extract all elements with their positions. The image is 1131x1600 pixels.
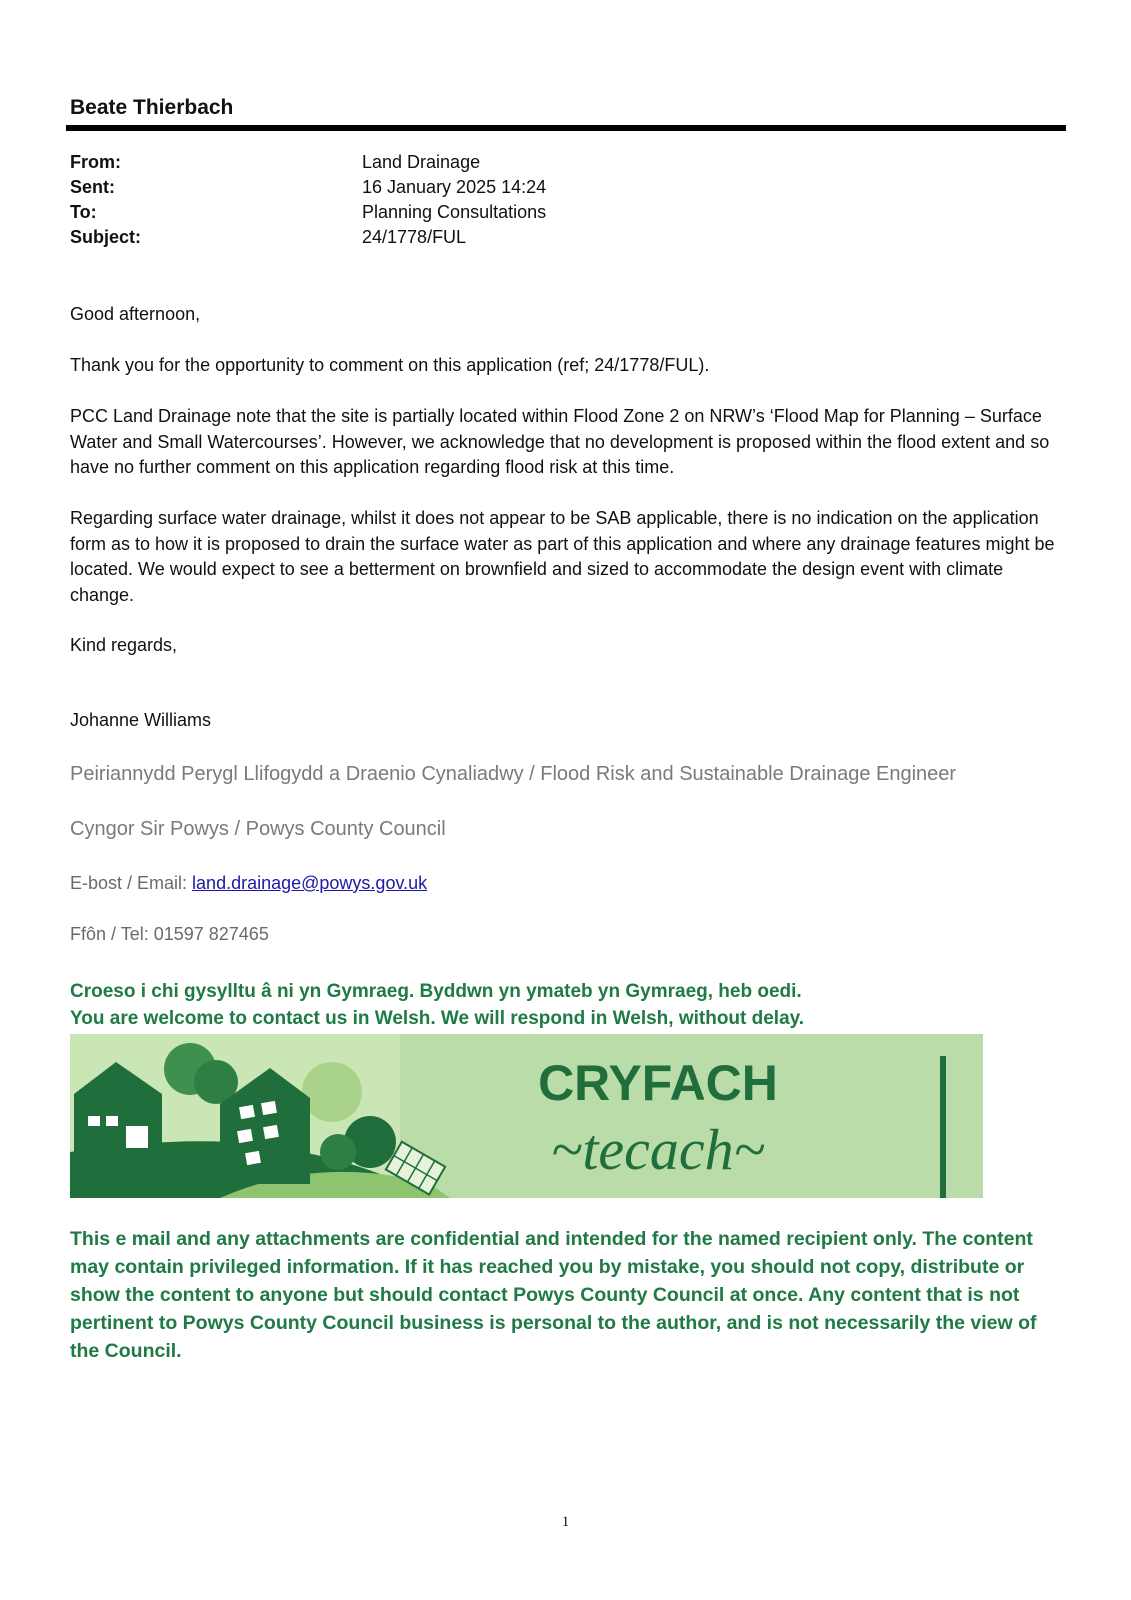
- header-from-label: From:: [70, 152, 121, 172]
- banner-graphic: [70, 1034, 983, 1198]
- page-number: 1: [561, 1514, 570, 1530]
- signature-telephone: Ffôn / Tel: 01597 827465: [70, 924, 269, 944]
- header-sent-label: Sent:: [70, 177, 115, 197]
- welsh-language-notice: [70, 978, 1070, 1032]
- owner-divider: [66, 125, 1066, 131]
- signature-name: Johanne Williams: [70, 710, 212, 730]
- header-to-value: Planning Consultations: [362, 202, 547, 222]
- greeting: Good afternoon,: [70, 304, 201, 324]
- banner-divider: [940, 1056, 946, 1198]
- body-paragraph-1: Thank you for the opportunity to comment on this application (ref; 24/1778/FUL).: [70, 355, 710, 375]
- document-owner: Beate Thierbach: [70, 96, 234, 119]
- email-label: E-bost / Email:: [70, 873, 193, 893]
- signature-email-line: [70, 873, 427, 894]
- header-sent-value: 16 January 2025 14:24: [362, 177, 547, 197]
- signoff: Kind regards,: [70, 635, 178, 655]
- signature-organisation: Cyngor Sir Powys / Powys County Council: [70, 818, 446, 840]
- signature-role: Peiriannydd Perygl Llifogydd a Draenio Cynaliadwy / Flood Risk and Sustainable Drainage Engineer: [70, 763, 957, 785]
- confidentiality-notice: This e mail and any attachments are confidential and intended for the named recipient only. The content may contain privileged information. If it has reached you by mistake, you should not copy, distribute or show the content to anyone but should contact Powys County Council at once. Any content that is not pertinent to Powys County Council business is personal to the author, and is not necessarily the view of the Council.: [70, 1228, 1037, 1362]
- header-subject-value: 24/1778/FUL: [362, 227, 467, 247]
- banner-subtitle: ~tecach~: [550, 1117, 766, 1182]
- header-to-label: To:: [70, 202, 97, 222]
- cryfach-tecach-banner: [70, 1034, 983, 1198]
- header-from-value: Land Drainage: [362, 152, 481, 172]
- header-subject-label: Subject:: [70, 227, 142, 247]
- welsh-notice-en: You are welcome to contact us in Welsh. We will respond in Welsh, without delay.: [70, 1008, 805, 1029]
- body-paragraph-3: Regarding surface water drainage, whilst it does not appear to be SAB applicable, there is no indication on the application form as to how it is proposed to drain the surface water as part of this application and where any drainage features might be located. We would expect to see a betterment on brownfield and sized to accommodate the design event with climate change.: [70, 508, 1055, 605]
- banner-title: CRYFACH: [538, 1055, 778, 1111]
- email-link[interactable]: land.drainage@powys.gov.uk: [192, 873, 428, 893]
- body-paragraph-2: PCC Land Drainage note that the site is partially located within Flood Zone 2 on NRW’s ‘Flood Map for Planning – Surface Water and Small Watercourses’. However, we acknowledge that no development is proposed within the flood extent and so have no further comment on this application regarding flood risk at this time.: [70, 406, 1050, 477]
- welsh-notice-cy: Croeso i chi gysylltu â ni yn Gymraeg. Byddwn yn ymateb yn Gymraeg, heb oedi.: [70, 981, 802, 1002]
